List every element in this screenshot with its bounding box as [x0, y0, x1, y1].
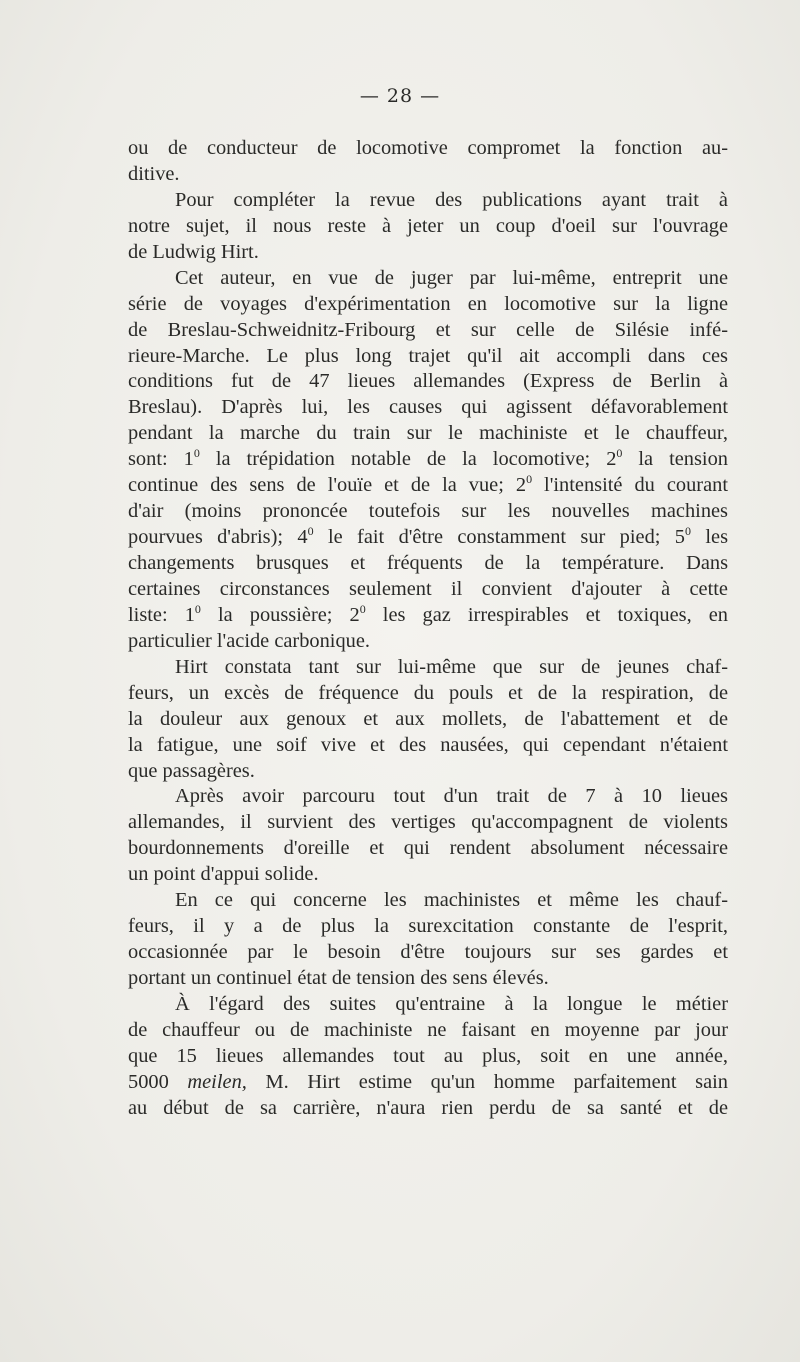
text-segment: Hirt constata tant sur lui-même que sur de jeunes chaf- — [175, 655, 728, 678]
text-line — [128, 810, 728, 836]
text-segment: En ce qui concerne les machinistes et même les chauf- — [175, 889, 728, 912]
text-line — [128, 603, 728, 629]
text-segment: la poussière; 2 — [200, 603, 360, 626]
text-line — [128, 214, 728, 240]
italic-text: meilen, — [187, 1070, 247, 1093]
text-line — [128, 836, 728, 862]
text-segment: bourdonnements d'oreille et qui rendent absolument nécessaire — [128, 837, 728, 860]
text-segment: que 15 lieues allemandes tout au plus, soit en une année, — [128, 1044, 728, 1067]
text-segment: À l'égard des suites qu'entraine à la longue le métier — [175, 992, 728, 1015]
text-segment: liste: 1 — [128, 603, 195, 626]
text-line — [128, 188, 728, 214]
text-line — [128, 1096, 728, 1122]
text-line — [128, 318, 728, 344]
text-segment: un point d'appui solide. — [128, 863, 319, 886]
text-line — [128, 577, 728, 603]
text-line — [128, 1070, 728, 1096]
text-segment: que passagères. — [128, 759, 255, 782]
text-line — [128, 966, 728, 992]
text-segment: de Breslau-Schweidnitz-Fribourg et sur celle de Silésie infé- — [128, 318, 728, 341]
text-line — [128, 992, 728, 1018]
text-segment: sont: 1 — [128, 448, 194, 471]
text-line — [128, 784, 728, 810]
text-line — [128, 421, 728, 447]
text-line — [128, 733, 728, 759]
text-segment: M. Hirt estime qu'un homme parfaitement sain — [246, 1070, 728, 1093]
text-segment: ou de conducteur de locomotive compromet la fonction au- — [128, 137, 728, 159]
page-number: — 28 — — [359, 85, 441, 107]
body-text — [128, 136, 728, 1122]
text-line — [128, 266, 728, 292]
text-segment: continue des sens de l'ouïe et de la vue; 2 — [128, 474, 527, 497]
superscript: 0 — [194, 601, 201, 616]
text-segment: la tension — [622, 448, 728, 471]
text-segment: ditive. — [128, 162, 180, 185]
superscript: 0 — [193, 446, 200, 461]
superscript: 0 — [307, 524, 314, 539]
text-segment: Après avoir parcouru tout d'un trait de 7 à 10 lieues — [175, 785, 728, 808]
text-line — [128, 707, 728, 733]
text-line — [128, 759, 728, 785]
text-segment: particulier l'acide carbonique. — [128, 629, 371, 652]
superscript: 0 — [359, 601, 366, 616]
text-segment: Cet auteur, en vue de juger par lui-même, entreprit une — [175, 266, 728, 289]
text-segment: de Ludwig Hirt. — [128, 240, 259, 263]
text-segment: changements brusques et fréquents de la température. Dans — [128, 552, 728, 574]
text-segment: pourvues d'abris); 4 — [128, 526, 308, 549]
text-segment: la douleur aux genoux et aux mollets, de l'abattement et de — [128, 707, 728, 730]
superscript: 0 — [616, 446, 623, 461]
text-segment: Breslau). D'après lui, les causes qui agissent défavorablement — [128, 396, 728, 419]
superscript: 0 — [685, 524, 692, 539]
text-line — [128, 447, 728, 473]
text-line — [128, 292, 728, 318]
text-line — [128, 681, 728, 707]
text-line — [128, 655, 728, 681]
text-segment: l'intensité du courant — [532, 474, 728, 497]
text-line — [128, 629, 728, 655]
text-line — [128, 473, 728, 499]
text-segment: 5000 — [128, 1070, 188, 1093]
text-segment: occasionnée par le besoin d'être toujours sur ses gardes et — [128, 941, 728, 964]
text-line — [128, 344, 728, 370]
superscript: 0 — [526, 472, 533, 487]
text-segment: portant un continuel état de tension des sens élevés. — [128, 967, 549, 989]
text-line — [128, 914, 728, 940]
text-segment: la fatigue, une soif vive et des nausées, qui cependant n'étaient — [128, 733, 728, 756]
text-line — [128, 136, 728, 162]
text-line — [128, 395, 728, 421]
text-segment: rieure-Marche. Le plus long trajet qu'il ait accompli dans ces — [128, 344, 728, 367]
text-segment: feurs, il y a de plus la surexcitation constante de l'esprit, — [128, 915, 728, 938]
text-segment: Pour compléter la revue des publications ayant trait à — [175, 188, 728, 211]
text-line — [128, 1044, 728, 1070]
text-segment: feurs, un excès de fréquence du pouls et de la respiration, de — [128, 681, 728, 704]
text-line — [128, 499, 728, 525]
text-segment: le fait d'être constamment sur pied; 5 — [313, 526, 686, 549]
text-line — [128, 1018, 728, 1044]
text-segment: conditions fut de 47 lieues allemandes (Express de Berlin à — [128, 370, 728, 393]
text-line — [128, 940, 728, 966]
text-segment: série de voyages d'expérimentation en locomotive sur la ligne — [128, 292, 728, 315]
text-line — [128, 888, 728, 914]
text-segment: certaines circonstances seulement il convient d'ajouter à cette — [128, 577, 728, 600]
text-line — [128, 240, 728, 266]
text-segment: de chauffeur ou de machiniste ne faisant en moyenne par jour — [128, 1018, 728, 1041]
text-line — [128, 551, 728, 577]
text-line — [128, 162, 728, 188]
text-segment: les gaz irrespirables et toxiques, en — [365, 603, 728, 626]
text-segment: allemandes, il survient des vertiges qu'accompagnent de violents — [128, 811, 728, 834]
text-segment: pendant la marche du train sur le machiniste et le chauffeur, — [128, 422, 728, 445]
text-line — [128, 862, 728, 888]
text-line — [128, 525, 728, 551]
text-segment: au début de sa carrière, n'aura rien perdu de sa santé et de — [128, 1096, 728, 1119]
text-segment: d'air (moins prononcée toutefois sur les nouvelles machines — [128, 500, 728, 523]
text-segment: notre sujet, il nous reste à jeter un coup d'oeil sur l'ouvrage — [128, 214, 728, 237]
text-segment: les — [691, 526, 729, 549]
text-line — [128, 369, 728, 395]
text-segment: la trépidation notable de la locomotive; 2 — [199, 448, 617, 471]
